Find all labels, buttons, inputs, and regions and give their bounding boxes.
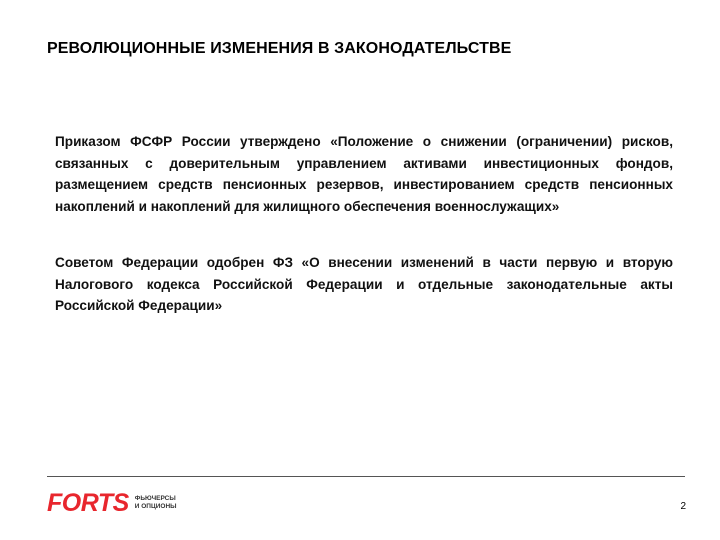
logo-tagline: [135, 495, 177, 511]
footer-divider: [47, 476, 685, 477]
logo-tagline-line: ФЬЮЧЕРСЫ: [134, 495, 176, 502]
logo-tagline-line: И ОПЦИОНЫ: [134, 503, 177, 510]
body-paragraph: Советом Федерации одобрен ФЗ «О внесении изменений в части первую и вторую Налогового кодекса Российской Федерации и отдельные законодательные акты Российской Федерации»: [55, 255, 673, 313]
page-number: 2: [680, 501, 686, 512]
body-paragraph: Приказом ФСФР России утверждено «Положение о снижении (ограничении) рисков, связанных с доверительным управлением активами инвестиционных фондов, размещением средств пенсионных резервов, инвестированием средств пенсионных накоплений и накоплений для жилищного обеспечения военнослужащих»: [55, 134, 673, 214]
forts-logo: [47, 489, 177, 517]
logo-wordmark: FORTS: [47, 489, 129, 517]
slide-title: РЕВОЛЮЦИОННЫЕ ИЗМЕНЕНИЯ В ЗАКОНОДАТЕЛЬСТВЕ: [47, 40, 512, 57]
